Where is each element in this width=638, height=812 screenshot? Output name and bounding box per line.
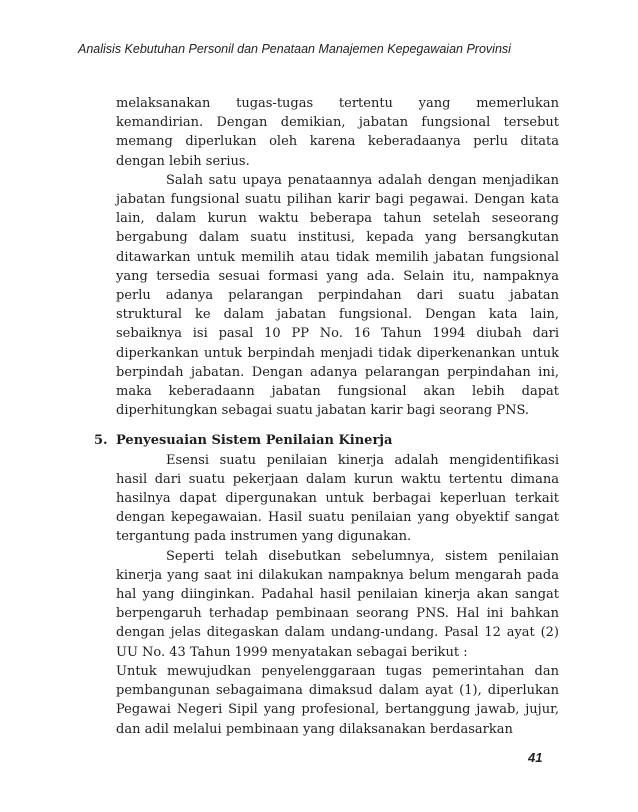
paragraph: Esensi suatu penilaian kinerja adalah mengidentifikasi hasil dari suatu pekerjaan dalam kurun waktu tertentu dimana hasilnya dapat dipergunakan untuk berbagai keperluan terkait dengan kepegawaian. Hasil suatu penilaian yang obyektif sangat tergantung pada instrumen yang digunakan. xyxy=(116,452,559,545)
paragraph: melaksanakan tugas-tugas tertentu yang memerlukan kemandirian. Dengan demikian, jabatan fungsional tersebut memang diperlukan oleh karena keberadaanya perlu ditata dengan lebih serius. xyxy=(116,96,559,169)
page-number: 41 xyxy=(528,750,543,765)
paragraph: Salah satu upaya penataannya adalah dengan menjadikan jabatan fungsional suatu pilihan karir bagi pegawai. Dengan kata lain, dalam kurun waktu beberapa tahun setelah seseorang bergabung dalam suatu institusi, kepada yang bersangkutan ditawarkan untuk memilih atau tidak memilih jabatan fungsional yang tersedia sesuai formasi yang ada. Selain itu, nampaknya perlu adanya pelarangan perpindahan dari suatu jabatan struktural ke dalam jabatan fungsional. Dengan kata lain, sebaiknya isi pasal 10 PP No. 16 Tahun 1994 diubah dari diperkankan untuk berpindah menjadi tidak diperkenankan untuk berpindah jabatan. Dengan adanya pelarangan perpindahan ini, maka keberadaann jabatan fungsional akan lebih dapat diperhitungkan sebagai suatu jabatan karir bagi seorang PNS. xyxy=(116,172,559,419)
paragraph: Seperti telah disebutkan sebelumnya, sistem penilaian kinerja yang saat ini dilakukan nampaknya belum mengarah pada hal yang diinginkan. Padahal hasil penilaian kinerja akan sangat berpengaruh terhadap pembinaan seorang PNS. Hal ini bahkan dengan jelas ditegaskan dalam undang-undang. Pasal 12 ayat (2) UU No. 43 Tahun 1999 menyatakan sebagai berikut : xyxy=(116,548,559,660)
section-heading xyxy=(94,431,559,450)
running-header: Analisis Kebutuhan Personil dan Penataan Manajemen Kepegawaian Provinsi xyxy=(78,42,511,56)
section-title: Penyesuaian Sistem Penilaian Kinerja xyxy=(116,433,393,449)
section-number: 5. xyxy=(94,433,108,449)
body-text xyxy=(94,94,559,739)
block-quote: Untuk mewujudkan penyelenggaraan tugas pemerintahan dan pembangunan sebagaimana dimaksud dalam ayat (1), diperlukan Pegawai Negeri Sipil yang profesional, bertanggung jawab, jujur, dan adil melalui pembinaan yang dilaksanakan berdasarkan xyxy=(116,663,559,737)
